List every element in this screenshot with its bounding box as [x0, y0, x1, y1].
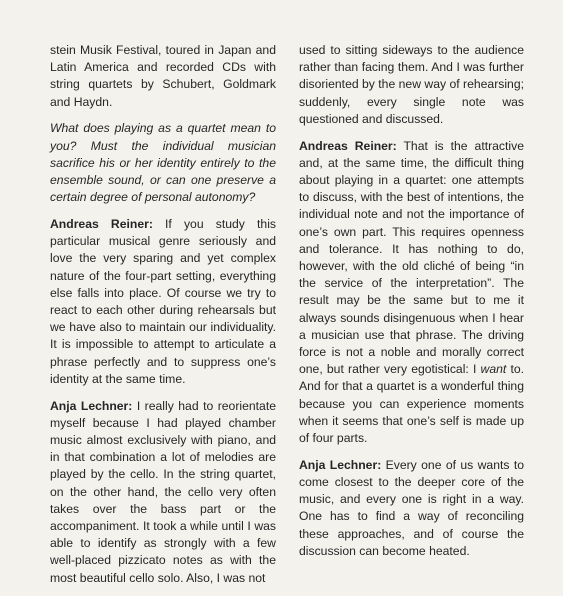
answer-anja-lechner-2: [299, 457, 524, 560]
speaker-name: Andreas Reiner:: [50, 217, 153, 232]
answer-text: That is the attractive and, at the same time, the difficult thing about playing in a quartet: one attempts to discuss, with the best of intentions, the individual note and not the importance of one’s own part. This requires openness and tolerance. It has nothing to do, however, with the old cliché of being “in the service of the interpretation”. The result may be the same but to me it always sounds disingenuous when I hear a musician use that phrase. The driving force is not a noble and morally correct one, but rather very egotistical: I: [299, 138, 524, 377]
interview-question: What does playing as a quartet mean to you? Must the individual musician sacrifice his or her identity entirely to the ensemble sound, or can one preserve a certain degree of personal autonomy?: [50, 121, 276, 205]
paragraph-intro-continued: stein Musik Festival, toured in Japan and Latin America and recorded CDs with string quartets by Schubert, Goldmark and Haydn.: [50, 43, 276, 109]
answer-andreas-reiner-1: [50, 216, 276, 388]
speaker-name: Anja Lechner:: [299, 457, 382, 472]
answer-text: to. And for that a quartet is a wonderful thing because you can experience moments when it seems that one’s self is made up of four parts.: [299, 362, 525, 446]
answer-andreas-reiner-2: [299, 138, 524, 448]
answer-anja-lechner-1: [50, 398, 276, 587]
answer-text: Every one of us wants to come closest to the deeper core of the music, and every one is right in a way. One has to find a way of reconciling these approaches, and of course the discussion can become heated.: [299, 457, 524, 558]
speaker-name: Anja Lechner:: [50, 398, 133, 413]
emphasis-text: want: [480, 362, 507, 377]
paragraph-continued: used to sitting sideways to the audience rather than facing them. And I was further disoriented by the new way of rehearsing; suddenly, every single note was questioned and discussed.: [299, 43, 524, 126]
speaker-name: Andreas Reiner:: [299, 138, 397, 153]
left-column: [50, 42, 276, 596]
answer-text: If you study this particular musical genre seriously and love the very sparing and yet complex nature of the four-part setting, everything else falls into place. Of course we try to react to each other during rehearsals but we have also to maintain our individuality. It is impossible to attempt to articulate a phrase perfectly and to suppress one’s identity at the same time.: [50, 217, 276, 386]
answer-text: I really had to reorientate myself because I had played chamber music almost exclusively with piano, and in that combination a lot of melodies are played by the cello. In the string quartet, on the other hand, the cello very often takes over the bass part or the accompaniment. It took a while until I was able to identify as strongly with a few well-placed pizzicato notes as with the most beautiful cello solo. Also, I was not: [50, 398, 276, 585]
right-column: [299, 42, 524, 570]
